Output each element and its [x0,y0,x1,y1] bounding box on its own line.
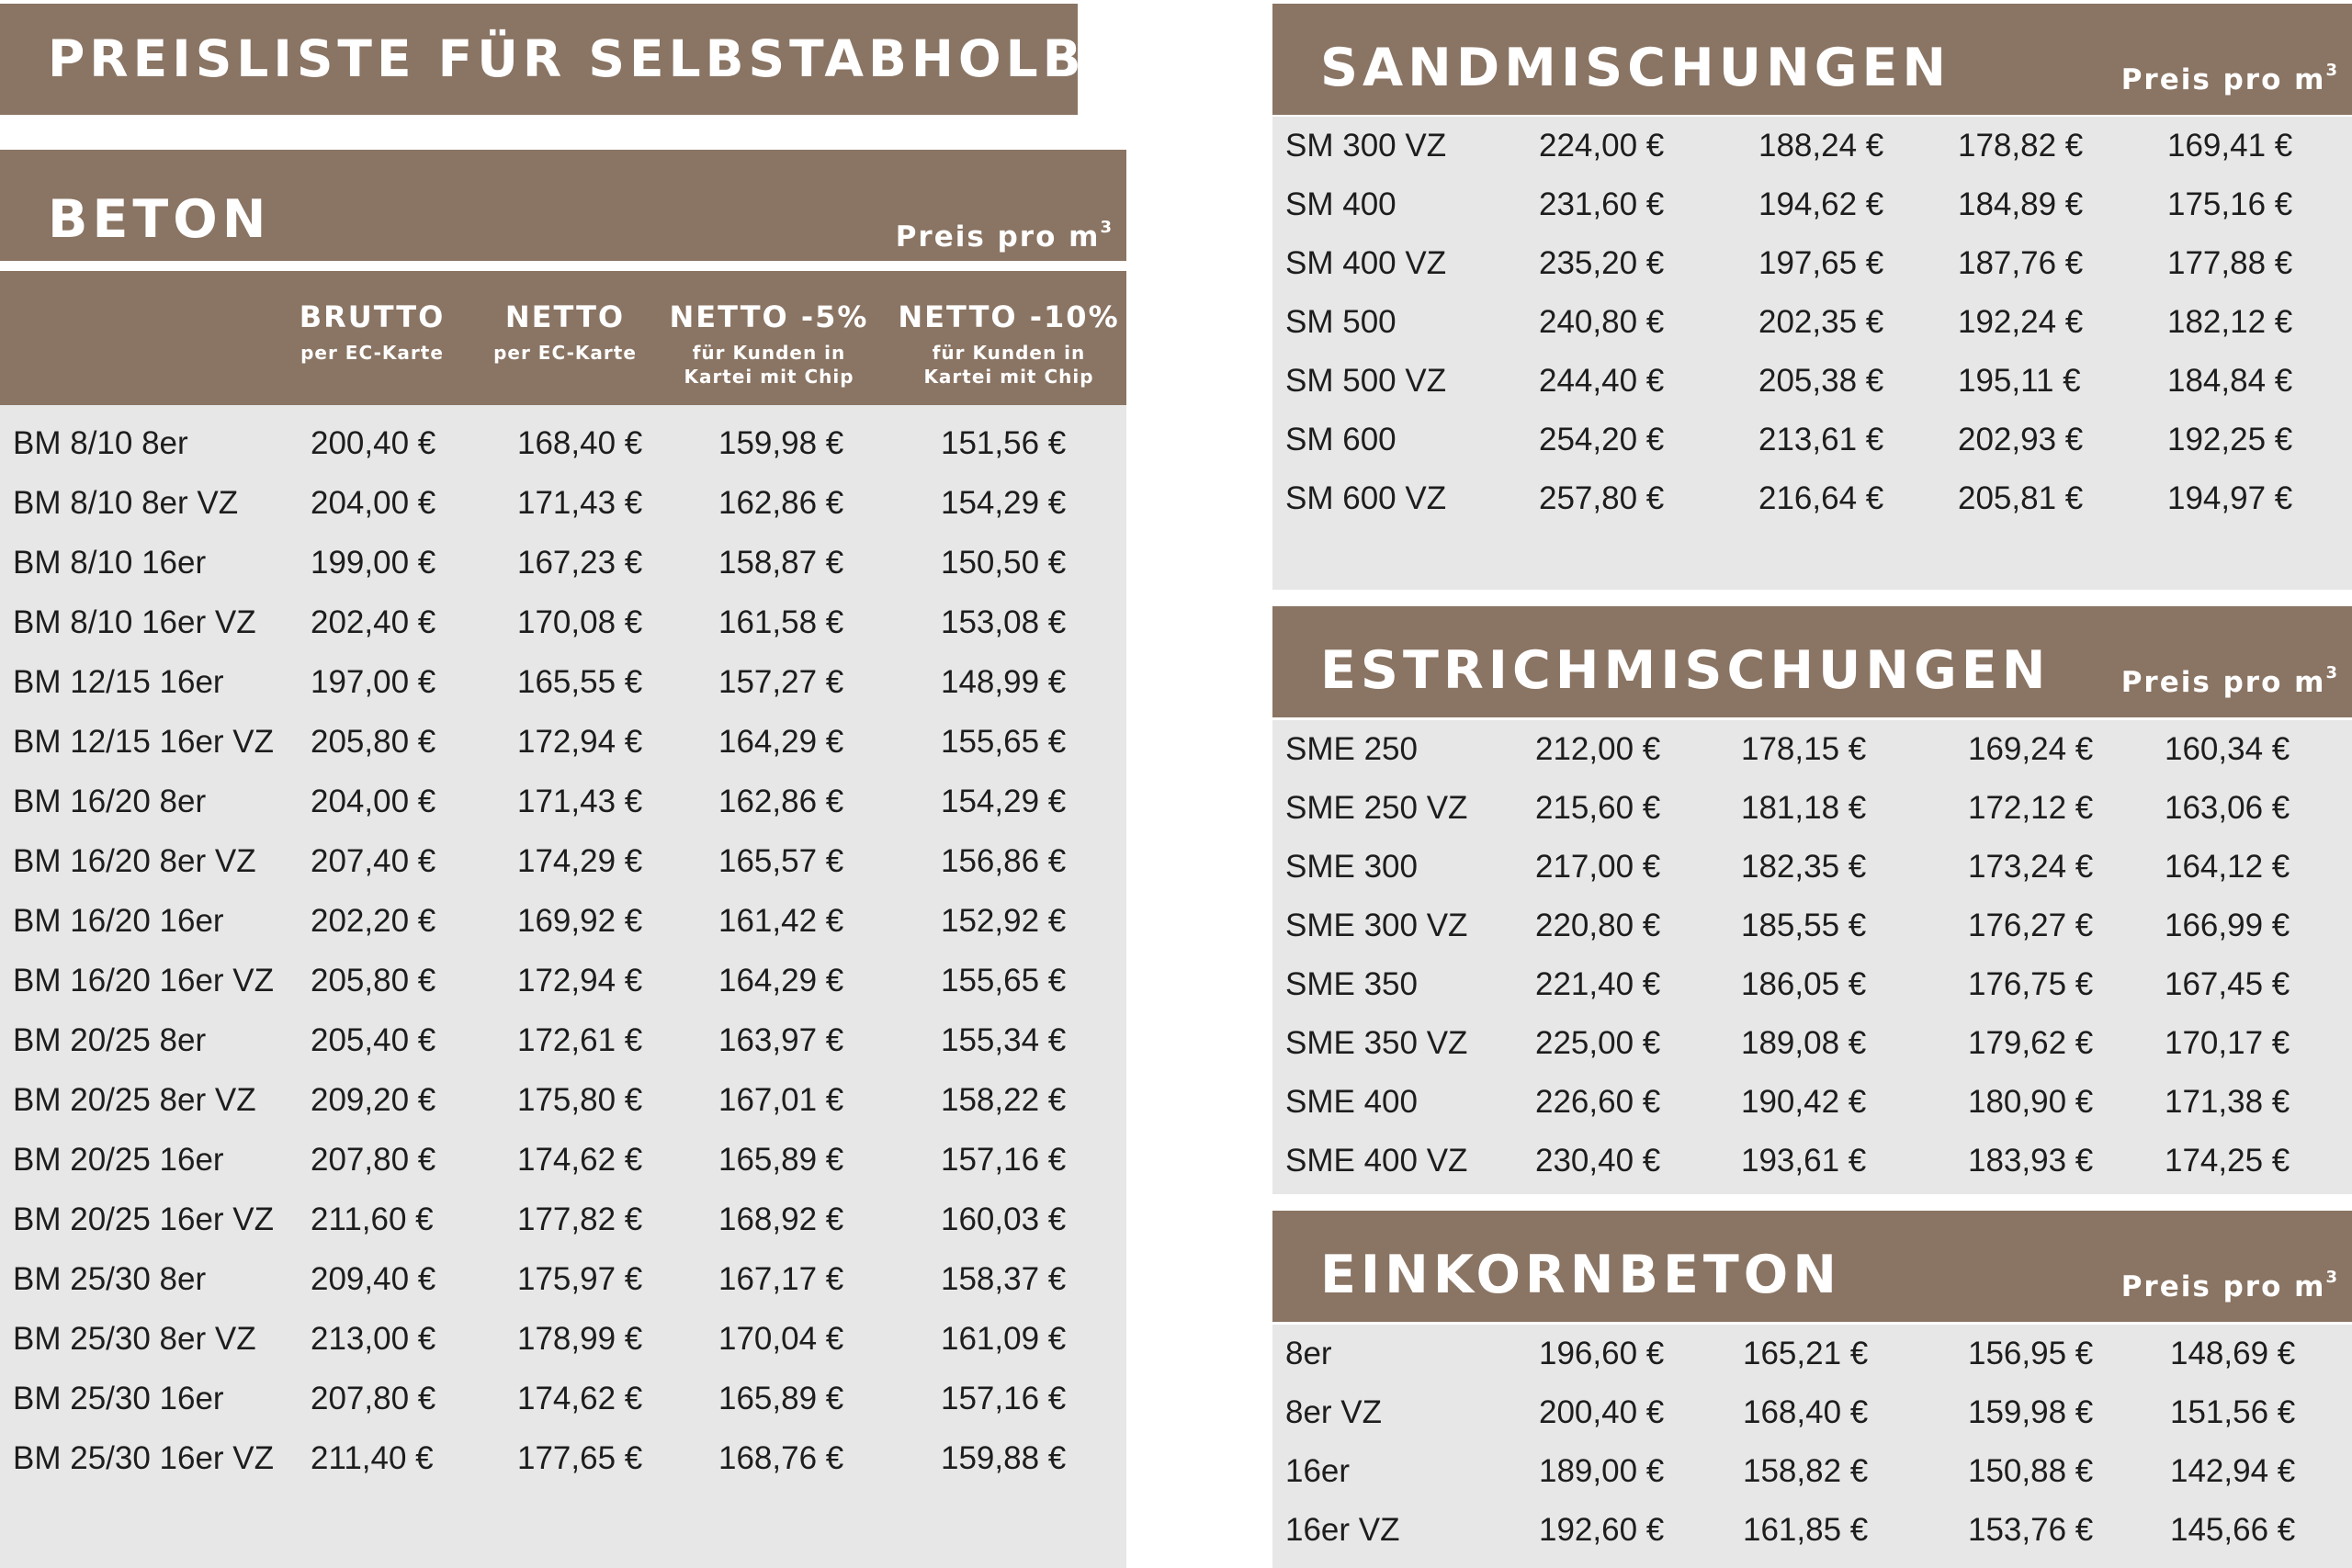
price-netto-10: 155,65 € [941,963,1067,998]
price-netto-5: 167,01 € [718,1082,844,1118]
product-name: 16er [1285,1453,1351,1489]
price-netto: 174,62 € [517,1381,643,1416]
product-name: SM 600 VZ [1285,480,1447,516]
table-row [1272,897,2352,955]
price-netto-10: 158,22 € [941,1082,1067,1118]
price-netto-10: 174,25 € [2165,1143,2290,1179]
price-netto: 182,35 € [1741,849,1867,885]
price-netto-10: 158,37 € [941,1261,1067,1297]
price-netto-10: 160,03 € [941,1201,1067,1237]
table-row [0,1131,1126,1190]
price-netto-10: 155,65 € [941,724,1067,760]
price-netto-5: 179,62 € [1968,1025,2094,1061]
product-name: BM 20/25 16er VZ [13,1201,275,1237]
price-brutto: 235,20 € [1539,245,1665,281]
price-netto-5: 173,24 € [1968,849,2094,885]
product-name: SM 600 [1285,422,1396,457]
price-brutto: 211,60 € [311,1201,434,1237]
estrichmischungen-table [1272,720,2352,1194]
product-name: BM 20/25 8er [13,1022,207,1058]
price-netto: 186,05 € [1741,966,1867,1002]
price-netto-5: 184,89 € [1958,186,2084,222]
product-name: SME 300 VZ [1285,908,1468,943]
price-netto-10: 161,09 € [941,1321,1067,1357]
sandmischungen-unit-label: Preis pro $m^3$ [2120,61,2339,96]
product-name: BM 8/10 8er VZ [13,485,239,521]
price-netto-10: 151,56 € [2170,1394,2296,1430]
price-brutto: 254,20 € [1539,422,1665,457]
estrichmischungen-title: ESTRICHMISCHUNGEN [1320,640,2051,701]
price-netto: 213,61 € [1758,422,1884,457]
table-row [1272,955,2352,1014]
price-netto: 168,40 € [517,425,643,461]
price-netto-5: 205,81 € [1958,480,2084,516]
price-netto-5: 180,90 € [1968,1084,2094,1120]
price-netto-10: 171,38 € [2165,1084,2290,1120]
product-name: BM 20/25 8er VZ [13,1082,256,1118]
price-netto: 171,43 € [517,784,643,819]
product-name: BM 16/20 8er VZ [13,843,256,879]
price-netto-5: 159,98 € [718,425,844,461]
price-netto-10: 164,12 € [2165,849,2290,885]
price-netto: 175,97 € [517,1261,643,1297]
product-name: BM 16/20 16er VZ [13,963,275,998]
price-netto: 165,21 € [1743,1336,1869,1371]
product-name: 16er VZ [1285,1512,1400,1548]
price-netto-10: 148,69 € [2170,1336,2296,1371]
table-row [0,773,1126,831]
table-row [0,534,1126,592]
price-netto-5: 159,98 € [1968,1394,2094,1430]
price-netto-10: 192,25 € [2167,422,2293,457]
price-brutto: 226,60 € [1535,1084,1661,1120]
price-brutto: 207,40 € [311,843,436,879]
product-name: BM 16/20 16er [13,903,224,939]
price-netto-10: 152,92 € [941,903,1067,939]
table-row [1272,1325,2352,1383]
price-netto: 197,65 € [1758,245,1884,281]
price-netto-5: 165,57 € [718,843,844,879]
sandmischungen-title: SANDMISCHUNGEN [1320,38,1951,98]
price-netto-10: 175,16 € [2167,186,2293,222]
price-brutto: 231,60 € [1539,186,1665,222]
price-netto: 165,55 € [517,664,643,700]
price-brutto: 221,40 € [1535,966,1661,1002]
price-netto: 185,55 € [1741,908,1867,943]
price-netto-10: 159,88 € [941,1440,1067,1476]
price-brutto: 200,40 € [1539,1394,1665,1430]
price-brutto: 213,00 € [311,1321,436,1357]
beton-table [0,405,1126,1568]
table-row [1272,1442,2352,1501]
product-name: 8er [1285,1336,1332,1371]
product-name: SM 500 [1285,304,1396,340]
column-netto-5: NETTO -5% für Kunden in Kartei mit Chip [669,299,869,388]
estrichmischungen-unit-label: Preis pro $m^3$ [2120,663,2339,699]
price-netto-5: 165,89 € [718,1142,844,1178]
price-netto-5: 169,24 € [1968,731,2094,767]
product-name: SME 350 [1285,966,1418,1002]
price-netto-5: 192,24 € [1958,304,2084,340]
price-netto: 216,64 € [1758,480,1884,516]
price-netto-5: 163,97 € [718,1022,844,1058]
price-netto-10: 157,16 € [941,1142,1067,1178]
price-netto: 189,08 € [1741,1025,1867,1061]
price-netto-5: 158,87 € [718,545,844,581]
price-netto-5: 202,93 € [1958,422,2084,457]
table-row [0,593,1126,652]
price-brutto: 200,40 € [311,425,436,461]
price-brutto: 197,00 € [311,664,436,700]
price-brutto: 220,80 € [1535,908,1661,943]
price-netto-10: 163,06 € [2165,790,2290,826]
price-netto-5: 176,27 € [1968,908,2094,943]
product-name: SME 350 VZ [1285,1025,1468,1061]
price-brutto: 196,60 € [1539,1336,1665,1371]
price-brutto: 230,40 € [1535,1143,1661,1179]
table-row [1272,234,2352,293]
price-netto-10: 160,34 € [2165,731,2290,767]
price-netto: 194,62 € [1758,186,1884,222]
price-brutto: 240,80 € [1539,304,1665,340]
table-row [1272,1383,2352,1442]
price-brutto: 207,80 € [311,1381,436,1416]
einkornbeton-header [1272,1211,2352,1322]
price-netto-10: 194,97 € [2167,480,2293,516]
price-brutto: 199,00 € [311,545,436,581]
table-row [0,1370,1126,1428]
table-row [1272,779,2352,838]
table-row [1272,1014,2352,1073]
table-row [0,1190,1126,1249]
price-netto-10: 155,34 € [941,1022,1067,1058]
product-name: SME 400 [1285,1084,1418,1120]
product-name: BM 25/30 16er [13,1381,224,1416]
product-name: SME 250 [1285,731,1418,767]
price-netto-10: 177,88 € [2167,245,2293,281]
table-row [1272,117,2352,175]
table-row [1272,411,2352,469]
price-brutto: 224,00 € [1539,128,1665,164]
price-netto-5: 164,29 € [718,963,844,998]
price-netto-10: 166,99 € [2165,908,2290,943]
price-netto-10: 153,08 € [941,604,1067,640]
sandmischungen-header [1272,4,2352,115]
price-netto-5: 162,86 € [718,784,844,819]
price-netto: 158,82 € [1743,1453,1869,1489]
sandmischungen-table [1272,117,2352,590]
price-brutto: 205,80 € [311,724,436,760]
price-netto-5: 162,86 € [718,485,844,521]
price-netto: 205,38 € [1758,363,1884,399]
price-netto-5: 153,76 € [1968,1512,2094,1548]
price-netto-10: 145,66 € [2170,1512,2296,1548]
table-row [0,1071,1126,1130]
table-row [1272,352,2352,411]
estrichmischungen-header [1272,606,2352,717]
price-netto-10: 157,16 € [941,1381,1067,1416]
price-netto-5: 168,92 € [718,1201,844,1237]
price-netto-5: 172,12 € [1968,790,2094,826]
price-netto-5: 168,76 € [718,1440,844,1476]
price-netto: 193,61 € [1741,1143,1867,1179]
price-brutto: 244,40 € [1539,363,1665,399]
column-brutto: BRUTTO per EC-Karte [299,299,446,364]
beton-header [0,150,1126,261]
price-brutto: 257,80 € [1539,480,1665,516]
page-title: PREISLISTE FÜR SELBSTABHOLBER [0,4,1078,115]
price-netto: 178,15 € [1741,731,1867,767]
table-row [1272,293,2352,352]
product-name: SM 400 VZ [1285,245,1447,281]
price-netto: 172,61 € [517,1022,643,1058]
price-netto: 169,92 € [517,903,643,939]
einkornbeton-title: EINKORNBETON [1320,1245,1841,1305]
price-netto-5: 195,11 € [1958,363,2081,399]
einkornbeton-unit-label: Preis pro $m^3$ [2120,1268,2339,1303]
product-name: BM 20/25 16er [13,1142,224,1178]
price-brutto: 189,00 € [1539,1453,1665,1489]
price-netto-10: 154,29 € [941,485,1067,521]
price-netto-5: 170,04 € [718,1321,844,1357]
table-row [1272,1132,2352,1190]
price-netto-5: 157,27 € [718,664,844,700]
table-row [1272,1073,2352,1132]
price-netto-5: 161,58 € [718,604,844,640]
price-netto-5: 165,89 € [718,1381,844,1416]
price-netto-5: 176,75 € [1968,966,2094,1002]
price-netto-5: 156,95 € [1968,1336,2094,1371]
product-name: BM 8/10 16er [13,545,207,581]
price-netto-10: 167,45 € [2165,966,2290,1002]
price-netto-10: 148,99 € [941,664,1067,700]
price-brutto: 209,20 € [311,1082,436,1118]
table-row [0,832,1126,891]
price-netto-5: 187,76 € [1958,245,2084,281]
price-brutto: 202,20 € [311,903,436,939]
product-name: BM 8/10 8er [13,425,188,461]
product-name: BM 25/30 8er VZ [13,1321,256,1357]
table-row [0,952,1126,1010]
column-netto: NETTO per EC-Karte [493,299,637,364]
table-row [0,892,1126,951]
price-brutto: 205,40 € [311,1022,436,1058]
price-netto-10: 150,50 € [941,545,1067,581]
price-netto-5: 183,93 € [1968,1143,2094,1179]
product-name: SME 250 VZ [1285,790,1468,826]
einkornbeton-table [1272,1325,2352,1568]
table-row [0,474,1126,533]
price-netto: 175,80 € [517,1082,643,1118]
price-brutto: 204,00 € [311,784,436,819]
price-netto: 181,18 € [1741,790,1867,826]
product-name: BM 8/10 16er VZ [13,604,256,640]
price-netto: 188,24 € [1758,128,1884,164]
table-row [1272,1501,2352,1560]
product-name: SM 300 VZ [1285,128,1447,164]
price-brutto: 204,00 € [311,485,436,521]
price-netto: 177,82 € [517,1201,643,1237]
price-netto: 190,42 € [1741,1084,1867,1120]
price-netto: 202,35 € [1758,304,1884,340]
price-brutto: 192,60 € [1539,1512,1665,1548]
beton-title: BETON [48,189,271,250]
product-name: SM 500 VZ [1285,363,1447,399]
table-row [0,1429,1126,1488]
price-netto-10: 151,56 € [941,425,1067,461]
table-row [1272,175,2352,234]
price-brutto: 217,00 € [1535,849,1661,885]
price-netto: 171,43 € [517,485,643,521]
product-name: SME 400 VZ [1285,1143,1468,1179]
price-netto: 170,08 € [517,604,643,640]
price-netto: 174,29 € [517,843,643,879]
table-row [0,653,1126,712]
price-netto-10: 184,84 € [2167,363,2293,399]
price-netto-5: 150,88 € [1968,1453,2094,1489]
price-netto-10: 169,41 € [2167,128,2293,164]
price-netto-5: 161,42 € [718,903,844,939]
table-row [0,1250,1126,1309]
product-name: BM 12/15 16er [13,664,224,700]
table-row [1272,720,2352,779]
column-netto-10: NETTO -10% für Kunden in Kartei mit Chip [898,299,1120,388]
price-brutto: 211,40 € [311,1440,434,1476]
price-brutto: 225,00 € [1535,1025,1661,1061]
product-name: BM 16/20 8er [13,784,207,819]
table-row [1272,469,2352,528]
product-name: BM 25/30 16er VZ [13,1440,275,1476]
table-row [1272,838,2352,897]
price-netto-5: 167,17 € [718,1261,844,1297]
beton-column-header [0,271,1126,405]
table-row [0,1310,1126,1369]
table-row [0,414,1126,473]
price-netto: 174,62 € [517,1142,643,1178]
product-name: SME 300 [1285,849,1418,885]
price-netto-10: 170,17 € [2165,1025,2290,1061]
product-name: SM 400 [1285,186,1396,222]
price-netto-10: 156,86 € [941,843,1067,879]
price-netto-5: 178,82 € [1958,128,2084,164]
price-netto-5: 164,29 € [718,724,844,760]
price-netto: 161,85 € [1743,1512,1869,1548]
price-netto-10: 182,12 € [2167,304,2293,340]
price-brutto: 207,80 € [311,1142,436,1178]
product-name: BM 12/15 16er VZ [13,724,275,760]
price-brutto: 205,80 € [311,963,436,998]
table-row [0,713,1126,772]
price-brutto: 212,00 € [1535,731,1661,767]
price-brutto: 215,60 € [1535,790,1661,826]
price-brutto: 202,40 € [311,604,436,640]
table-row [0,1011,1126,1070]
price-netto-10: 154,29 € [941,784,1067,819]
price-netto: 177,65 € [517,1440,643,1476]
beton-unit-label: Preis pro $m^3$ [895,218,1114,254]
price-netto: 172,94 € [517,963,643,998]
price-netto: 168,40 € [1743,1394,1869,1430]
product-name: BM 25/30 8er [13,1261,207,1297]
price-netto: 178,99 € [517,1321,643,1357]
product-name: 8er VZ [1285,1394,1383,1430]
price-netto: 172,94 € [517,724,643,760]
price-netto-10: 142,94 € [2170,1453,2296,1489]
price-netto: 167,23 € [517,545,643,581]
price-brutto: 209,40 € [311,1261,436,1297]
